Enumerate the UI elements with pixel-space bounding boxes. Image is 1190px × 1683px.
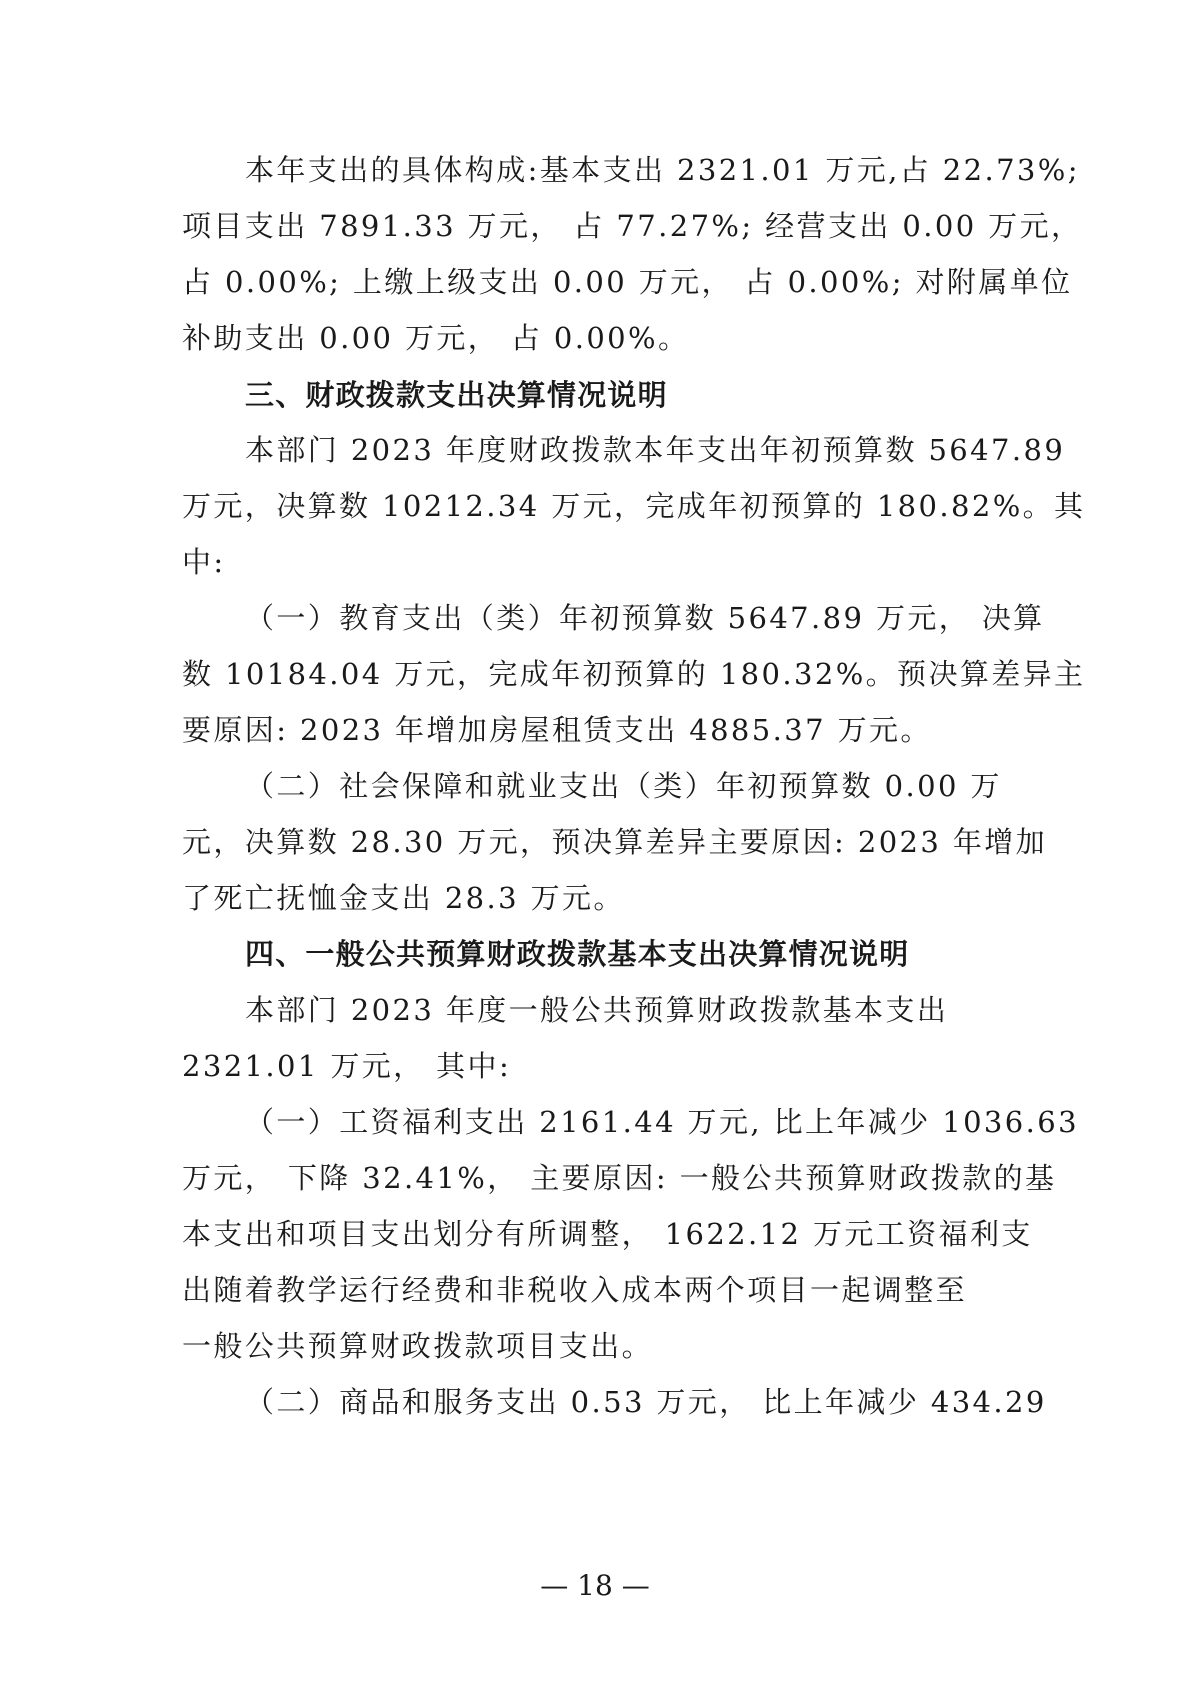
paragraph-line: 万元，决算数 10212.34 万元，完成年初预算的 180.82%。其 [182,489,1086,523]
paragraph-line: （一）教育支出（类）年初预算数 5647.89 万元， 决算 [245,601,1045,635]
paragraph-line: 一般公共预算财政拨款项目支出。 [182,1329,654,1363]
paragraph-line: 本支出和项目支出划分有所调整， 1622.12 万元工资福利支 [182,1217,1033,1251]
paragraph-line: 本部门 2023 年度财政拨款本年支出年初预算数 5647.89 [245,433,1066,467]
paragraph-line: 项目支出 7891.33 万元， 占 77.27%; 经营支出 0.00 万元， [182,209,1083,243]
paragraph-line: 数 10184.04 万元，完成年初预算的 180.32%。预决算差异主 [182,657,1086,691]
paragraph-line: 补助支出 0.00 万元， 占 0.00%。 [182,321,690,355]
section-heading-3: 三、财政拨款支出决算情况说明 [245,378,668,412]
paragraph-line: 本年支出的具体构成:基本支出 2321.01 万元,占 22.73%; [245,153,1080,187]
paragraph-line: 2321.01 万元， 其中: [182,1049,512,1083]
paragraph-line: 本部门 2023 年度一般公共预算财政拨款基本支出 [245,993,949,1027]
paragraph-line: 万元， 下降 32.41%， 主要原因: 一般公共预算财政拨款的基 [182,1161,1057,1195]
paragraph-line: 中: [182,545,226,579]
paragraph-line: 要原因: 2023 年增加房屋租赁支出 4885.37 万元。 [182,713,932,747]
paragraph-line: （二）商品和服务支出 0.53 万元， 比上年减少 434.29 [245,1385,1047,1419]
paragraph-line: 元，决算数 28.30 万元，预决算差异主要原因: 2023 年增加 [182,825,1048,859]
paragraph-line: 出随着教学运行经费和非税收入成本两个项目一起调整至 [182,1273,968,1307]
paragraph-line: 了死亡抚恤金支出 28.3 万元。 [182,881,625,915]
paragraph-line: （二）社会保障和就业支出（类）年初预算数 0.00 万 [245,769,1002,803]
paragraph-line: 占 0.00%; 上缴上级支出 0.00 万元， 占 0.00%; 对附属单位 [182,265,1073,299]
paragraph-line: （一）工资福利支出 2161.44 万元, 比上年减少 1036.63 [245,1105,1079,1139]
section-heading-4: 四、一般公共预算财政拨款基本支出决算情况说明 [245,937,910,971]
page-number: — 18 — [540,1569,650,1602]
